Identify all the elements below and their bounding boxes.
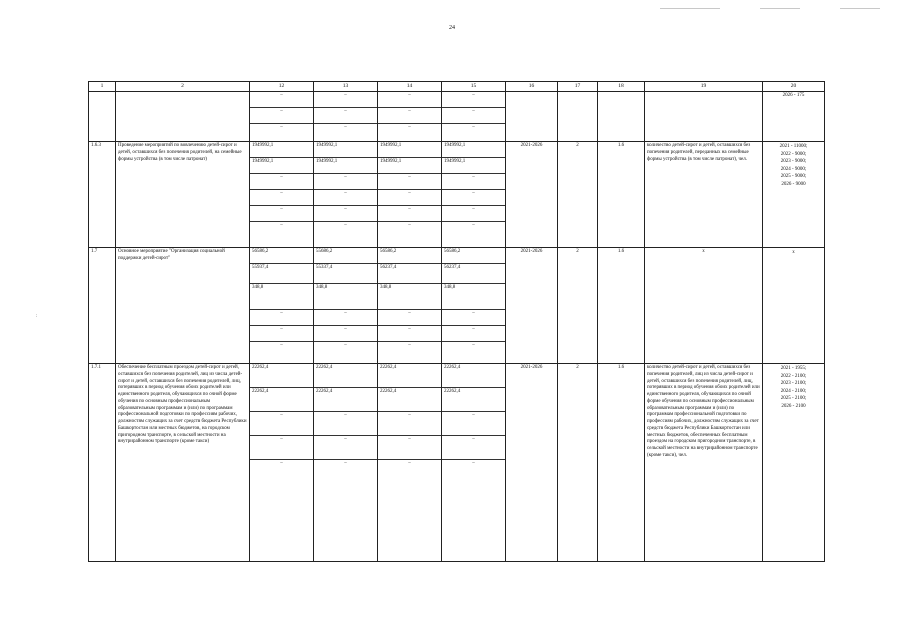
col18-cell: 1.6 — [598, 248, 645, 364]
funding-cell: – — [408, 461, 411, 466]
funding-cell: – — [250, 326, 313, 342]
col17-cell: 2 — [558, 248, 598, 364]
funding-cell: 55937,4 — [250, 264, 313, 284]
funding-cell: – — [408, 223, 411, 228]
funding-cell: 1949992,1 — [314, 142, 377, 158]
funding-cell: 1949992,1 — [378, 142, 441, 158]
funding-cell: – — [344, 223, 347, 228]
funding-cell: – — [250, 108, 313, 124]
column-header: 13 — [314, 82, 378, 92]
funding-cell: – — [378, 436, 441, 460]
column-header: 12 — [250, 82, 314, 92]
funding-cell: – — [250, 174, 313, 190]
funding-cell: – — [250, 412, 313, 436]
column-header: 17 — [558, 82, 598, 92]
table-row — [89, 142, 825, 248]
funding-cell: – — [378, 206, 441, 222]
funding-cell: – — [472, 461, 475, 466]
indicator-text: количество детей-сирот и детей, оставшихся без попечения родителей, переданных на семейные формы устройства (в том числе патронат), чел. — [645, 142, 763, 248]
funding-cell: 22262,4 — [250, 364, 313, 388]
funding-cell: 1949992,1 — [442, 158, 505, 174]
year-value: 2024 - 9000; — [780, 166, 807, 172]
row-number: 1.7.1 — [89, 364, 116, 562]
col18-cell: 1.6 — [598, 142, 645, 248]
funding-cell: – — [250, 436, 313, 460]
period-cell: 2021-2026 — [506, 248, 558, 364]
funding-cell: 56586,2 — [378, 248, 441, 264]
margin-mark: : — [36, 314, 38, 319]
indicator-years — [763, 248, 825, 364]
funding-cell: – — [314, 108, 377, 124]
period-cell: 2021-2026 — [506, 142, 558, 248]
year-value: 2021 - 1955; — [780, 366, 807, 371]
funding-cell: – — [314, 310, 377, 326]
funding-cell: – — [472, 343, 475, 348]
funding-cell: 22262,4 — [250, 388, 313, 412]
column-header: 2 — [116, 82, 250, 92]
year-value: 2025 - 9000; — [780, 174, 807, 179]
table-row — [89, 364, 825, 562]
funding-cell: – — [314, 412, 377, 436]
col17-cell: 2 — [558, 142, 598, 248]
funding-cell: 22262,4 — [442, 388, 505, 412]
funding-cell: – — [442, 92, 505, 108]
funding-cell: 1949992,1 — [250, 142, 313, 158]
row-number: 1.6.3 — [89, 142, 116, 248]
year-value: 2026 - 9000 — [781, 181, 806, 187]
funding-cell: 1949992,1 — [250, 158, 313, 174]
funding-cell: – — [442, 190, 505, 206]
indicator-years — [763, 142, 825, 248]
measure-name: Проведение мероприятий по вовлечению детей-сирот и детей, оставшихся без попечения родителей, на семейные формы устройства (в том числе патронат) — [116, 142, 250, 248]
funding-cell: – — [314, 190, 377, 206]
header-rule — [840, 8, 880, 9]
funding-cell: 56237,4 — [442, 264, 505, 284]
funding-cell: 22262,4 — [314, 388, 377, 412]
funding-cell: – — [408, 343, 411, 348]
column-header: 16 — [506, 82, 558, 92]
funding-cell: – — [472, 125, 475, 130]
funding-cell: 348,8 — [250, 284, 313, 310]
column-header: 20 — [763, 82, 825, 92]
funding-cell: – — [344, 125, 347, 130]
column-header: 15 — [442, 82, 506, 92]
funding-cell: – — [408, 125, 411, 130]
indicator-text: количество детей-сирот и детей, оставшихся без попечения родителей, лиц из числа детей-сирот и детей, оставшихся без попечения родителей, лиц, потерявших в период обучения обоих родителей или единственного родителя, обучающихся по очной форме обучения по основным профессиональным образовательным программам и (или) по программам профессиональной подготовки по профессиям рабочих, должностям служащих за счет средств бюджета Республики Башкортостан или местных бюджетов, обеспеченных бесплатным проездом на городском пригородном транспорте, в сельской местности на внутрирайонном транспорте (кроме такси), чел. — [645, 364, 763, 562]
funding-cell: 56586,2 — [442, 248, 505, 264]
funding-cell: – — [442, 412, 505, 436]
funding-cell: – — [280, 343, 283, 348]
year-value: 2024 - 2100; — [780, 388, 807, 394]
funding-cell: 55686,2 — [314, 248, 377, 264]
funding-cell: – — [314, 326, 377, 342]
col17-cell: 2 — [558, 364, 598, 562]
funding-cell: – — [472, 223, 475, 228]
funding-cell: 22262,4 — [314, 364, 377, 388]
funding-cell: 22262,4 — [442, 364, 505, 388]
measure-name: Обеспечение бесплатным проездом детей-сирот и детей, оставшихся без попечения родителей, лиц из числа детей-сирот и детей, оставшихся без попечения родителей, лиц, потерявших в период обучения обоих родителей или единственного родителя, обучающихся по очной форме обучения по основным профессиональным образовательным программам и (или) по программам профессиональной подготовки по профессиям рабочих, должностям служащих за счет средств бюджета Республики Башкортостан или местных бюджетов, на городском пригородном транспорте, в сельской местности на внутрирайонном транспорте (кроме такси) — [116, 364, 250, 562]
indicator-text: x — [645, 248, 763, 364]
year-value: 2023 - 9000; — [780, 159, 807, 164]
indicator-years — [763, 364, 825, 562]
funding-cell: – — [250, 206, 313, 222]
funding-cell: – — [442, 174, 505, 190]
table-row-carryover — [89, 92, 825, 142]
funding-cell: – — [314, 92, 377, 108]
column-header: 18 — [598, 82, 645, 92]
funding-cell: – — [378, 412, 441, 436]
funding-cell: 348,8 — [442, 284, 505, 310]
funding-cell: – — [314, 436, 377, 460]
column-number-row — [89, 82, 825, 92]
funding-cell: – — [378, 326, 441, 342]
year-value: 2025 - 2100; — [780, 396, 807, 401]
page-number: 24 — [449, 25, 455, 31]
funding-cell: 1949992,1 — [378, 158, 441, 174]
funding-cell: – — [442, 206, 505, 222]
funding-cell: – — [280, 125, 283, 130]
funding-cell: 1949992,1 — [442, 142, 505, 158]
funding-cell: 56237,4 — [378, 264, 441, 284]
funding-cell: 22262,4 — [378, 388, 441, 412]
funding-cell: 55337,4 — [314, 264, 377, 284]
year-value: x — [792, 250, 795, 255]
year-value: 2022 - 9000; — [780, 151, 807, 157]
column-header: 14 — [378, 82, 442, 92]
funding-cell: – — [442, 326, 505, 342]
funding-cell: – — [280, 461, 283, 466]
indicator-years: 2026 - 175 — [763, 92, 825, 142]
row-number: 1.7 — [89, 248, 116, 364]
year-value: 2021 - 11000; — [779, 144, 808, 149]
measure-name: Основное мероприятие "Организация социальной поддержки детей-сирот" — [116, 248, 250, 364]
funding-cell: – — [442, 436, 505, 460]
column-header: 19 — [645, 82, 763, 92]
year-value: 2026 - 2100 — [781, 403, 806, 409]
funding-cell: – — [280, 223, 283, 228]
program-table — [88, 81, 825, 562]
funding-cell: – — [378, 92, 441, 108]
header-rule — [760, 8, 800, 9]
funding-cell: – — [378, 174, 441, 190]
funding-cell: – — [314, 206, 377, 222]
funding-cell: – — [344, 343, 347, 348]
funding-cell: – — [314, 174, 377, 190]
funding-cell: – — [344, 461, 347, 466]
table-row — [89, 248, 825, 364]
funding-cell: 348,8 — [314, 284, 377, 310]
funding-cell: 56586,2 — [250, 248, 313, 264]
col18-cell: 1.6 — [598, 364, 645, 562]
column-header: 1 — [89, 82, 116, 92]
funding-cell: – — [442, 108, 505, 124]
year-value: 2022 - 2100; — [780, 373, 807, 379]
funding-cell: 22262,4 — [378, 364, 441, 388]
period-cell: 2021-2026 — [506, 364, 558, 562]
funding-cell: – — [250, 310, 313, 326]
funding-cell: 348,8 — [378, 284, 441, 310]
header-rule — [660, 8, 720, 9]
funding-cell: – — [250, 190, 313, 206]
funding-cell: – — [250, 92, 313, 108]
funding-cell: – — [378, 190, 441, 206]
funding-cell: – — [378, 108, 441, 124]
funding-cell: – — [378, 310, 441, 326]
funding-cell: 1949992,1 — [314, 158, 377, 174]
year-value: 2023 - 2100; — [780, 381, 807, 386]
funding-cell: – — [442, 310, 505, 326]
